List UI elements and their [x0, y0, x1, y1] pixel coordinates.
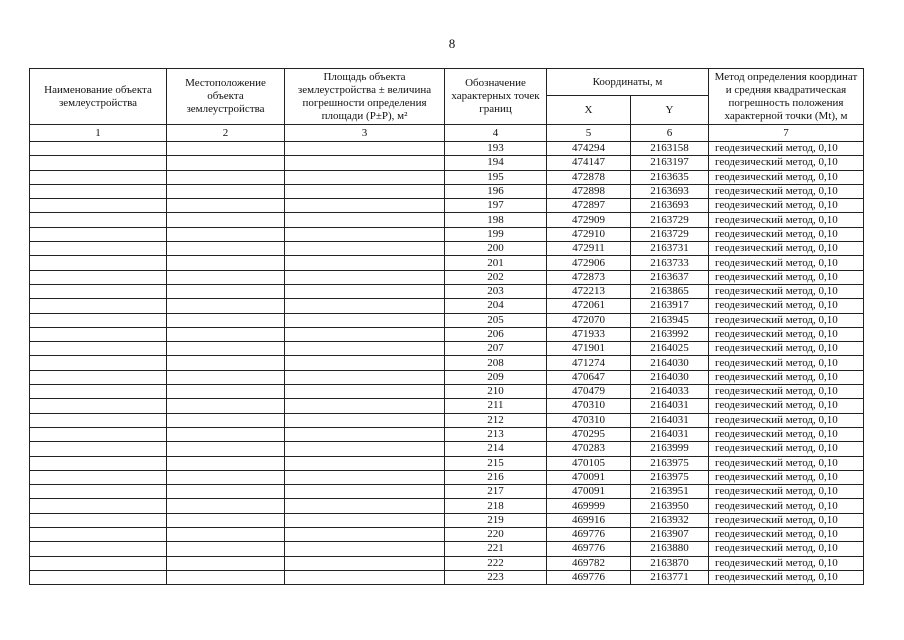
point-cell: 194 [445, 156, 547, 170]
header-object-name: Наименование объекта землеустройства [30, 69, 167, 125]
method-cell: геодезический метод, 0,10 [709, 385, 864, 399]
method-cell: геодезический метод, 0,10 [709, 356, 864, 370]
x-cell: 472878 [547, 170, 631, 184]
x-cell: 470091 [547, 485, 631, 499]
table-row [30, 170, 864, 184]
y-cell: 2163880 [631, 542, 709, 556]
object-name-cell [30, 184, 167, 198]
area-cell [285, 513, 445, 527]
point-cell: 199 [445, 227, 547, 241]
x-cell: 469782 [547, 556, 631, 570]
y-cell: 2163693 [631, 184, 709, 198]
object-name-cell [30, 299, 167, 313]
location-cell [167, 442, 285, 456]
table-body [30, 142, 864, 585]
object-name-cell [30, 427, 167, 441]
location-cell [167, 242, 285, 256]
y-cell: 2164025 [631, 342, 709, 356]
y-cell: 2164030 [631, 370, 709, 384]
location-cell [167, 413, 285, 427]
x-cell: 472910 [547, 227, 631, 241]
column-number: 1 [30, 125, 167, 142]
table-row [30, 270, 864, 284]
x-cell: 470310 [547, 413, 631, 427]
table-row [30, 427, 864, 441]
y-cell: 2163932 [631, 513, 709, 527]
object-name-cell [30, 213, 167, 227]
x-cell: 470295 [547, 427, 631, 441]
table-row [30, 213, 864, 227]
y-cell: 2164031 [631, 413, 709, 427]
location-cell [167, 327, 285, 341]
x-cell: 470105 [547, 456, 631, 470]
object-name-cell [30, 442, 167, 456]
x-cell: 469776 [547, 528, 631, 542]
column-number: 6 [631, 125, 709, 142]
object-name-cell [30, 327, 167, 341]
table-row [30, 256, 864, 270]
table-row [30, 442, 864, 456]
y-cell: 2163950 [631, 499, 709, 513]
x-cell: 474294 [547, 142, 631, 156]
object-name-cell [30, 270, 167, 284]
location-cell [167, 213, 285, 227]
table-row [30, 556, 864, 570]
point-cell: 193 [445, 142, 547, 156]
y-cell: 2163733 [631, 256, 709, 270]
object-name-cell [30, 199, 167, 213]
y-cell: 2163907 [631, 528, 709, 542]
x-cell: 472897 [547, 199, 631, 213]
method-cell: геодезический метод, 0,10 [709, 470, 864, 484]
area-cell [285, 270, 445, 284]
method-cell: геодезический метод, 0,10 [709, 399, 864, 413]
method-cell: геодезический метод, 0,10 [709, 427, 864, 441]
location-cell [167, 184, 285, 198]
column-number: 2 [167, 125, 285, 142]
table-row [30, 470, 864, 484]
area-cell [285, 399, 445, 413]
method-cell: геодезический метод, 0,10 [709, 528, 864, 542]
location-cell [167, 513, 285, 527]
x-cell: 472911 [547, 242, 631, 256]
location-cell [167, 485, 285, 499]
table-row [30, 327, 864, 341]
method-cell: геодезический метод, 0,10 [709, 513, 864, 527]
table-row [30, 184, 864, 198]
x-cell: 474147 [547, 156, 631, 170]
location-cell [167, 284, 285, 298]
point-cell: 197 [445, 199, 547, 213]
x-cell: 472873 [547, 270, 631, 284]
x-cell: 470479 [547, 385, 631, 399]
page-number: 8 [448, 36, 456, 51]
area-cell [285, 170, 445, 184]
method-cell: геодезический метод, 0,10 [709, 442, 864, 456]
area-cell [285, 499, 445, 513]
method-cell: геодезический метод, 0,10 [709, 456, 864, 470]
location-cell [167, 142, 285, 156]
table-row [30, 227, 864, 241]
area-cell [285, 470, 445, 484]
x-cell: 472061 [547, 299, 631, 313]
table-row [30, 399, 864, 413]
object-name-cell [30, 256, 167, 270]
x-cell: 472906 [547, 256, 631, 270]
table-row [30, 413, 864, 427]
location-cell [167, 156, 285, 170]
method-cell: геодезический метод, 0,10 [709, 570, 864, 584]
object-name-cell [30, 385, 167, 399]
method-cell: геодезический метод, 0,10 [709, 299, 864, 313]
object-name-cell [30, 356, 167, 370]
table-row [30, 284, 864, 298]
header-location: Местоположение объекта землеустройства [167, 69, 285, 125]
coordinates-table [29, 68, 864, 585]
point-cell: 201 [445, 256, 547, 270]
area-cell [285, 570, 445, 584]
y-cell: 2163158 [631, 142, 709, 156]
object-name-cell [30, 313, 167, 327]
point-cell: 212 [445, 413, 547, 427]
area-cell [285, 284, 445, 298]
table-row [30, 570, 864, 584]
location-cell [167, 199, 285, 213]
location-cell [167, 256, 285, 270]
table-row [30, 342, 864, 356]
location-cell [167, 370, 285, 384]
column-number: 4 [445, 125, 547, 142]
point-cell: 216 [445, 470, 547, 484]
y-cell: 2163870 [631, 556, 709, 570]
location-cell [167, 556, 285, 570]
table-row [30, 370, 864, 384]
area-cell [285, 370, 445, 384]
area-cell [285, 242, 445, 256]
y-cell: 2164031 [631, 427, 709, 441]
column-number: 5 [547, 125, 631, 142]
y-cell: 2163975 [631, 470, 709, 484]
y-cell: 2163729 [631, 213, 709, 227]
y-cell: 2164033 [631, 385, 709, 399]
location-cell [167, 456, 285, 470]
area-cell [285, 528, 445, 542]
table-row [30, 513, 864, 527]
object-name-cell [30, 399, 167, 413]
point-cell: 198 [445, 213, 547, 227]
area-cell [285, 299, 445, 313]
area-cell [285, 385, 445, 399]
method-cell: геодезический метод, 0,10 [709, 313, 864, 327]
header-x: X [547, 96, 631, 125]
x-cell: 470310 [547, 399, 631, 413]
column-number: 3 [285, 125, 445, 142]
table-row [30, 528, 864, 542]
location-cell [167, 313, 285, 327]
area-cell [285, 427, 445, 441]
point-cell: 203 [445, 284, 547, 298]
y-cell: 2163999 [631, 442, 709, 456]
area-cell [285, 199, 445, 213]
area-cell [285, 342, 445, 356]
method-cell: геодезический метод, 0,10 [709, 242, 864, 256]
point-cell: 195 [445, 170, 547, 184]
x-cell: 469999 [547, 499, 631, 513]
point-cell: 196 [445, 184, 547, 198]
location-cell [167, 270, 285, 284]
area-cell [285, 213, 445, 227]
location-cell [167, 542, 285, 556]
point-cell: 207 [445, 342, 547, 356]
area-cell [285, 313, 445, 327]
point-cell: 204 [445, 299, 547, 313]
method-cell: геодезический метод, 0,10 [709, 199, 864, 213]
area-cell [285, 327, 445, 341]
location-cell [167, 385, 285, 399]
area-cell [285, 442, 445, 456]
point-cell: 202 [445, 270, 547, 284]
area-cell [285, 356, 445, 370]
area-cell [285, 485, 445, 499]
table-row [30, 542, 864, 556]
x-cell: 471274 [547, 356, 631, 370]
y-cell: 2163771 [631, 570, 709, 584]
y-cell: 2163729 [631, 227, 709, 241]
object-name-cell [30, 485, 167, 499]
object-name-cell [30, 513, 167, 527]
y-cell: 2163865 [631, 284, 709, 298]
object-name-cell [30, 227, 167, 241]
x-cell: 470091 [547, 470, 631, 484]
y-cell: 2163917 [631, 299, 709, 313]
column-number: 7 [709, 125, 864, 142]
table-row [30, 142, 864, 156]
method-cell: геодезический метод, 0,10 [709, 556, 864, 570]
y-cell: 2163992 [631, 327, 709, 341]
object-name-cell [30, 142, 167, 156]
area-cell [285, 456, 445, 470]
y-cell: 2164030 [631, 356, 709, 370]
area-cell [285, 184, 445, 198]
object-name-cell [30, 284, 167, 298]
table-row [30, 356, 864, 370]
y-cell: 2163951 [631, 485, 709, 499]
location-cell [167, 227, 285, 241]
area-cell [285, 413, 445, 427]
location-cell [167, 170, 285, 184]
y-cell: 2163693 [631, 199, 709, 213]
header-row [30, 69, 864, 96]
table-row [30, 299, 864, 313]
table-row [30, 313, 864, 327]
method-cell: геодезический метод, 0,10 [709, 284, 864, 298]
location-cell [167, 356, 285, 370]
method-cell: геодезический метод, 0,10 [709, 270, 864, 284]
point-cell: 210 [445, 385, 547, 399]
method-cell: геодезический метод, 0,10 [709, 142, 864, 156]
location-cell [167, 399, 285, 413]
object-name-cell [30, 456, 167, 470]
area-cell [285, 256, 445, 270]
area-cell [285, 542, 445, 556]
header-method: Метод определения координат и средняя квадратическая погрешность положения характерной точки (Mt), м [709, 69, 864, 125]
x-cell: 472070 [547, 313, 631, 327]
point-cell: 220 [445, 528, 547, 542]
location-cell [167, 342, 285, 356]
table-row [30, 456, 864, 470]
object-name-cell [30, 413, 167, 427]
header-coordinates: Координаты, м [547, 69, 709, 96]
x-cell: 471901 [547, 342, 631, 356]
method-cell: геодезический метод, 0,10 [709, 499, 864, 513]
method-cell: геодезический метод, 0,10 [709, 542, 864, 556]
point-cell: 222 [445, 556, 547, 570]
point-cell: 205 [445, 313, 547, 327]
point-cell: 223 [445, 570, 547, 584]
point-cell: 221 [445, 542, 547, 556]
object-name-cell [30, 342, 167, 356]
location-cell [167, 570, 285, 584]
y-cell: 2163731 [631, 242, 709, 256]
header-point-designation: Обозначение характерных точек границ [445, 69, 547, 125]
method-cell: геодезический метод, 0,10 [709, 327, 864, 341]
point-cell: 200 [445, 242, 547, 256]
object-name-cell [30, 370, 167, 384]
location-cell [167, 470, 285, 484]
table-row [30, 242, 864, 256]
y-cell: 2163637 [631, 270, 709, 284]
x-cell: 469916 [547, 513, 631, 527]
point-cell: 208 [445, 356, 547, 370]
point-cell: 206 [445, 327, 547, 341]
y-cell: 2163945 [631, 313, 709, 327]
method-cell: геодезический метод, 0,10 [709, 485, 864, 499]
location-cell [167, 528, 285, 542]
table-row [30, 156, 864, 170]
method-cell: геодезический метод, 0,10 [709, 342, 864, 356]
location-cell [167, 427, 285, 441]
location-cell [167, 499, 285, 513]
method-cell: геодезический метод, 0,10 [709, 227, 864, 241]
area-cell [285, 142, 445, 156]
x-cell: 470283 [547, 442, 631, 456]
x-cell: 470647 [547, 370, 631, 384]
object-name-cell [30, 528, 167, 542]
point-cell: 214 [445, 442, 547, 456]
object-name-cell [30, 499, 167, 513]
area-cell [285, 556, 445, 570]
method-cell: геодезический метод, 0,10 [709, 156, 864, 170]
y-cell: 2163975 [631, 456, 709, 470]
table-row [30, 385, 864, 399]
area-cell [285, 156, 445, 170]
area-cell [285, 227, 445, 241]
point-cell: 218 [445, 499, 547, 513]
column-number-row [30, 125, 864, 142]
object-name-cell [30, 570, 167, 584]
point-cell: 209 [445, 370, 547, 384]
x-cell: 472898 [547, 184, 631, 198]
object-name-cell [30, 470, 167, 484]
point-cell: 213 [445, 427, 547, 441]
x-cell: 469776 [547, 570, 631, 584]
x-cell: 472909 [547, 213, 631, 227]
x-cell: 472213 [547, 284, 631, 298]
x-cell: 469776 [547, 542, 631, 556]
method-cell: геодезический метод, 0,10 [709, 170, 864, 184]
table-row [30, 499, 864, 513]
object-name-cell [30, 170, 167, 184]
x-cell: 471933 [547, 327, 631, 341]
method-cell: геодезический метод, 0,10 [709, 213, 864, 227]
y-cell: 2163197 [631, 156, 709, 170]
location-cell [167, 299, 285, 313]
point-cell: 217 [445, 485, 547, 499]
y-cell: 2163635 [631, 170, 709, 184]
table-row [30, 485, 864, 499]
object-name-cell [30, 556, 167, 570]
point-cell: 215 [445, 456, 547, 470]
method-cell: геодезический метод, 0,10 [709, 413, 864, 427]
method-cell: геодезический метод, 0,10 [709, 370, 864, 384]
header-y: Y [631, 96, 709, 125]
method-cell: геодезический метод, 0,10 [709, 256, 864, 270]
object-name-cell [30, 242, 167, 256]
y-cell: 2164031 [631, 399, 709, 413]
method-cell: геодезический метод, 0,10 [709, 184, 864, 198]
header-area: Площадь объекта землеустройства ± величина погрешности определения площади (P±P), м² [285, 69, 445, 125]
point-cell: 211 [445, 399, 547, 413]
point-cell: 219 [445, 513, 547, 527]
object-name-cell [30, 542, 167, 556]
table-row [30, 199, 864, 213]
object-name-cell [30, 156, 167, 170]
